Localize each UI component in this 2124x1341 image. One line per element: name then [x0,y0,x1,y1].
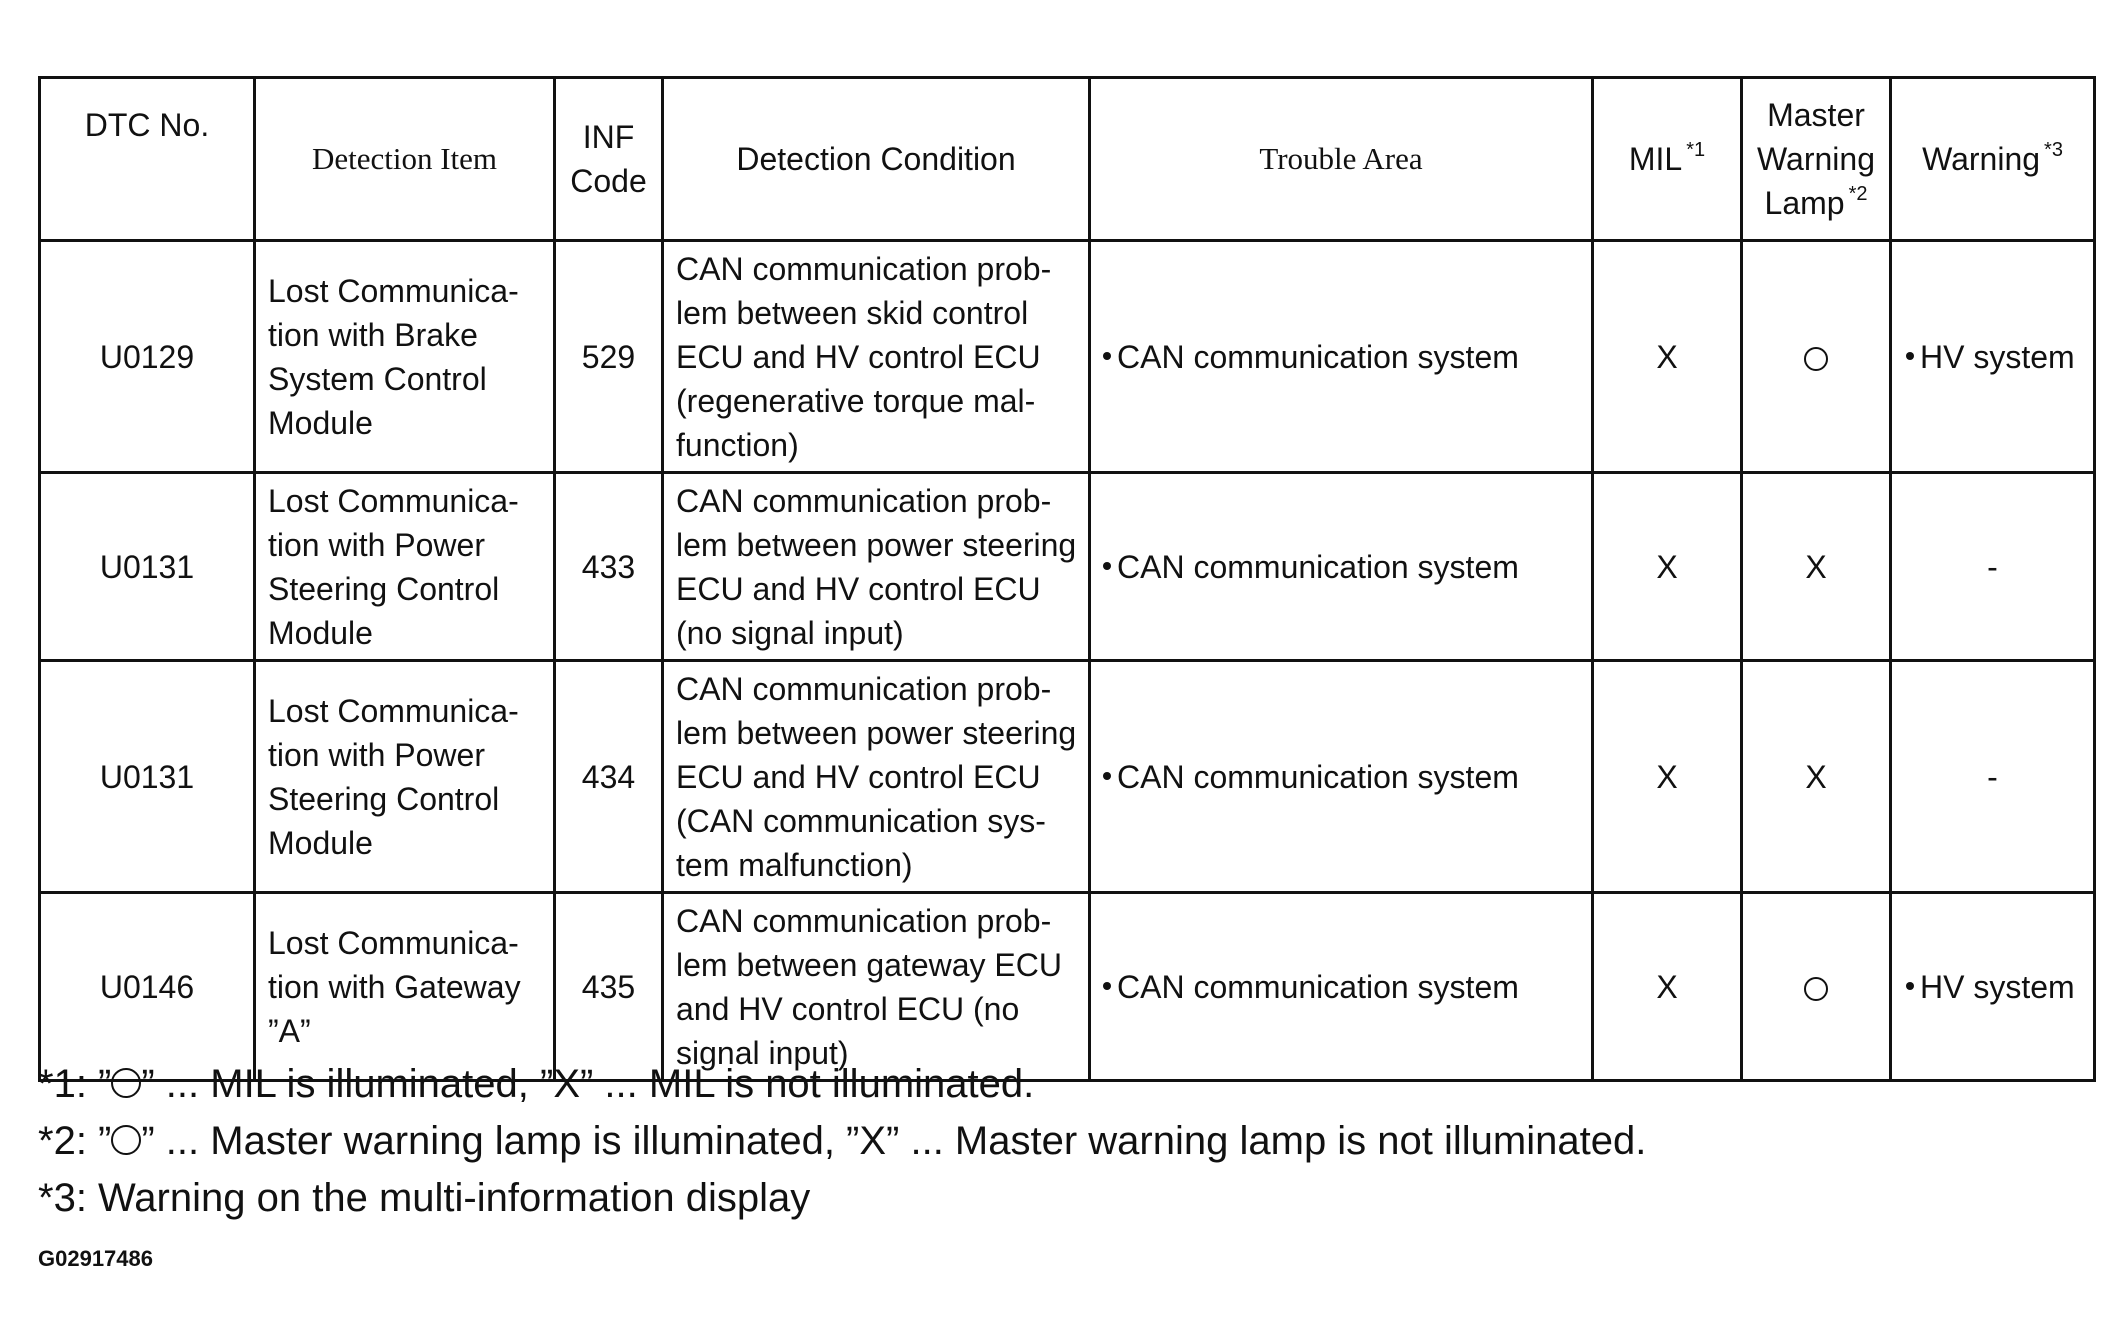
bullet-icon [1103,982,1111,990]
detection-condition-line: ECU and HV control ECU [676,338,1041,375]
trouble-area-cell [1090,893,1593,1081]
warning-cell: - [1891,473,2095,661]
detection-item-cell [255,661,555,893]
detection-condition-line: CAN communication prob- [676,670,1052,707]
dtc-cell: U0131 [40,473,255,661]
header-mil-note: *1 [1686,139,1706,161]
footnotes [38,1056,1646,1227]
header-master-warning-lamp [1742,78,1891,241]
detection-condition-cell [663,241,1090,473]
trouble-area-cell [1090,241,1593,473]
detection-condition-line: CAN communication prob- [676,250,1052,287]
warning-text: HV system [1920,338,2075,375]
mil-cell: X [1593,661,1742,893]
bullet-icon [1906,982,1914,990]
warning-text: HV system [1920,968,2075,1005]
dtc-cell: U0131 [40,661,255,893]
footnote-1-text: ” ... MIL is illuminated, ”X” ... MIL is not illuminated. [141,1062,1035,1106]
footnote-3: *3: Warning on the multi-information display [38,1176,811,1220]
detection-condition-line: ECU and HV control ECU [676,570,1041,607]
header-detection-condition: Detection Condition [663,78,1090,241]
dtc-table [38,76,2096,1082]
trouble-area-text: CAN communication system [1117,968,1519,1005]
detection-condition-line: (regenerative torque mal- [676,382,1036,419]
detection-item-line: Module [268,404,373,441]
warning-cell [1891,241,2095,473]
detection-item-line: Steering Control [268,780,500,817]
header-dtc-no: DTC No. [40,78,255,241]
trouble-area-cell [1090,473,1593,661]
detection-condition-line: lem between skid control [676,294,1029,331]
detection-condition-line: lem between gateway ECU [676,946,1062,983]
bullet-icon [1103,352,1111,360]
detection-item-line: Lost Communica- [268,924,519,961]
detection-condition-cell [663,893,1090,1081]
header-mil [1593,78,1742,241]
dtc-table-body [40,241,2095,1081]
trouble-area-text: CAN communication system [1117,548,1519,585]
warning-cell: - [1891,661,2095,893]
detection-condition-line: tem malfunction) [676,846,913,883]
detection-item-line: tion with Power [268,736,485,773]
master-warning-cell: X [1742,661,1891,893]
header-warning-note: *3 [2044,139,2063,161]
header-master-line2: Warning [1757,141,1875,177]
mil-cell: X [1593,473,1742,661]
detection-condition-line: ECU and HV control ECU [676,758,1041,795]
trouble-area-text: CAN communication system [1117,758,1519,795]
footnote-1-prefix: *1: ” [38,1062,112,1106]
circle-icon [111,1125,141,1155]
header-master-line1: Master [1767,97,1865,133]
detection-item-line: Lost Communica- [268,272,519,309]
table-row [40,241,2095,473]
detection-item-line: tion with Gateway [268,968,521,1005]
header-master-note: *2 [1848,183,1868,205]
detection-item-cell [255,241,555,473]
header-inf-code [555,78,663,241]
inf-code-cell: 435 [555,893,663,1081]
inf-code-cell: 529 [555,241,663,473]
footnote-1 [38,1056,1646,1113]
table-row [40,473,2095,661]
header-warning [1891,78,2095,241]
detection-condition-line: and HV control ECU (no [676,990,1020,1027]
header-warning-label: Warning [1922,141,2041,177]
table-row [40,893,2095,1081]
detection-condition-line: lem between power steering [676,714,1077,751]
detection-item-line: Lost Communica- [268,482,519,519]
detection-item-line: System Control [268,360,487,397]
bullet-icon [1103,772,1111,780]
detection-item-line: Module [268,824,373,861]
detection-condition-cell [663,473,1090,661]
master-warning-cell: X [1742,473,1891,661]
detection-item-line: tion with Power [268,526,485,563]
circle-icon [111,1068,141,1098]
trouble-area-text: CAN communication system [1117,338,1519,375]
table-row [40,661,2095,893]
footnote-2-prefix: *2: ” [38,1119,112,1163]
detection-condition-line: (CAN communication sys- [676,802,1046,839]
detection-condition-line: signal input) [676,1034,849,1071]
detection-item-cell [255,473,555,661]
detection-item-line: Steering Control [268,570,500,607]
detection-item-line: ”A” [268,1012,311,1049]
master-warning-cell [1742,241,1891,473]
dtc-cell: U0129 [40,241,255,473]
detection-condition-line: lem between power steering [676,526,1077,563]
detection-item-cell [255,893,555,1081]
figure-id: G02917486 [38,1246,153,1271]
detection-condition-line: (no signal input) [676,614,904,651]
detection-item-line: Module [268,614,373,651]
header-detection-item: Detection Item [255,78,555,241]
detection-item-line: tion with Brake [268,316,478,353]
mil-cell: X [1593,893,1742,1081]
detection-condition-line: function) [676,426,799,463]
header-row [40,78,2095,241]
detection-condition-line: CAN communication prob- [676,482,1052,519]
footnote-2 [38,1113,1646,1170]
detection-item-line: Lost Communica- [268,692,519,729]
warning-cell [1891,893,2095,1081]
detection-condition-cell [663,661,1090,893]
header-inf-code-line1: INF [582,119,635,155]
trouble-area-cell [1090,661,1593,893]
master-warning-cell [1742,893,1891,1081]
mil-cell: X [1593,241,1742,473]
circle-icon [1804,347,1828,371]
dtc-cell: U0146 [40,893,255,1081]
detection-condition-line: CAN communication prob- [676,902,1052,939]
header-trouble-area: Trouble Area [1090,78,1593,241]
header-master-line3-wrap [1755,181,1877,225]
header-master-line3: Lamp [1764,185,1845,221]
inf-code-cell: 433 [555,473,663,661]
bullet-icon [1906,352,1914,360]
inf-code-cell: 434 [555,661,663,893]
header-inf-code-line2: Code [570,163,647,199]
footnote-2-text: ” ... Master warning lamp is illuminated, ”X” ... Master warning lamp is not illuminated. [141,1119,1647,1163]
bullet-icon [1103,562,1111,570]
circle-icon [1804,977,1828,1001]
header-mil-label: MIL [1628,141,1683,177]
